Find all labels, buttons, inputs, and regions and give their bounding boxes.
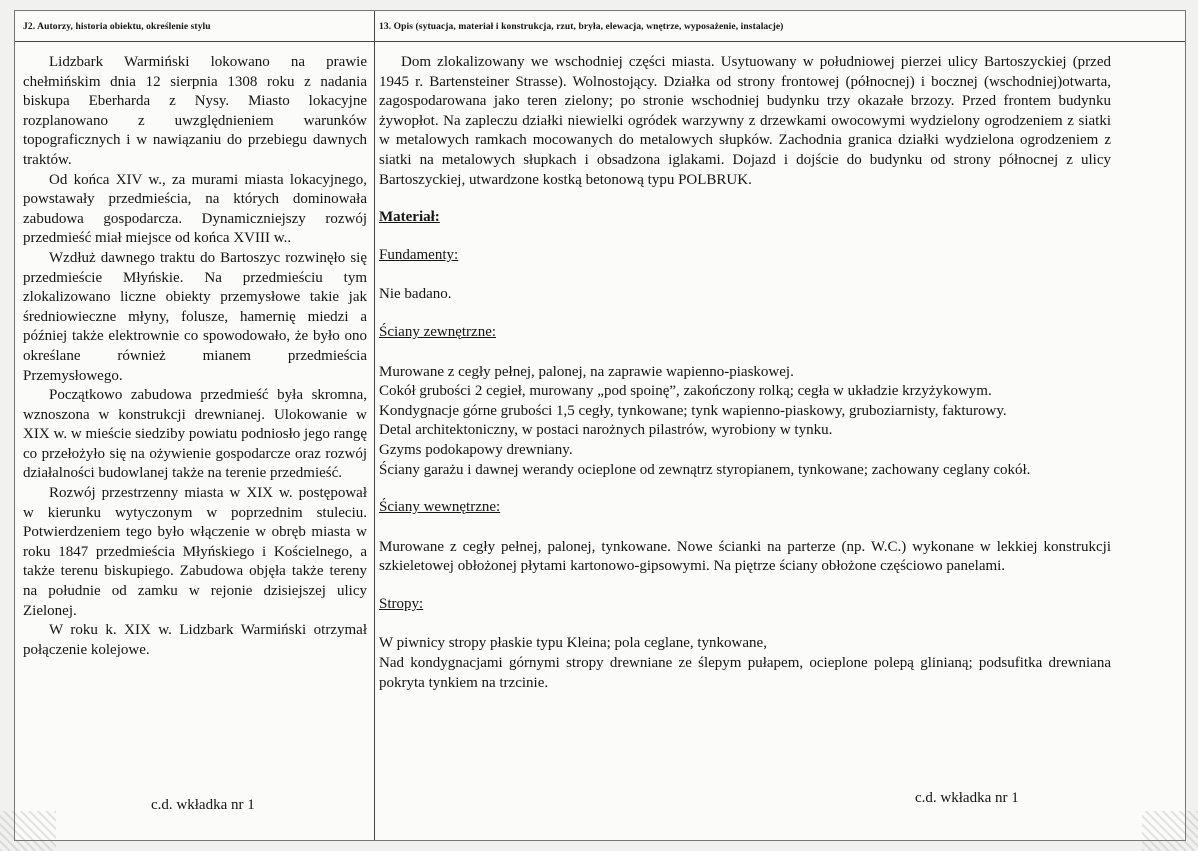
history-paragraph: W roku k. XIX w. Lidzbark Warmiński otrzymał połączenie kolejowe. bbox=[23, 622, 367, 658]
history-paragraph: Początkowo zabudowa przedmieść była skromna, wznoszona w konstrukcji drewnianej. Ulokowanie w XIX w. w mieście siedziby powiatu podniosło jego rangę co przełożyło się na ożywienie gospodarcze oraz rozwój działalności budowlanej także na terenie przedmieść. bbox=[23, 387, 367, 482]
form-sheet bbox=[14, 10, 1186, 841]
left-column-title: J2. Autorzy, historia obiektu, określenie stylu bbox=[23, 22, 211, 32]
scan-watermark-corner bbox=[0, 811, 56, 851]
right-continuation-note: c.d. wkładka nr 1 bbox=[915, 790, 1019, 806]
description-intro: Dom zlokalizowany we wschodniej części miasta. Usytuowany w południowej pierzei ulicy Bartoszyckiej (przed 1945 r. Bartensteiner Strasse). Wolnostojący. Działka od strony frontowej (północnej) i bocznej (wschodniej)otwarta, zagospodarowana jako teren zielony; po stronie wschodniej budynku trzy okazałe brzozy. Przed frontem budynku żywopłot. Na zapleczu działki niewielki ogródek warzywny z drzewkami owocowymi wydzielony ogrodzeniem z siatki w metalowych ramkach mocowanych do metalowych słupków. Zachodnia granica działki wydzielona ogrodzeniem z siatki na metalowych słupkach i obsadzona iglakami. Dojazd i dojście do budynku od strony północnej z ulicy Bartoszyckiej, utwardzone kostką betonową typu POLBRUK. bbox=[379, 54, 1111, 188]
stropy-line: Nad kondygnacjami górnymi stropy drewniane ze ślepym pułapem, ocieplone polepą glinianą; podsufitka drewniana pokryta tynkiem na trzcinie. bbox=[379, 655, 1111, 691]
history-paragraph: Lidzbark Warmiński lokowano na prawie chełmińskim dnia 12 sierpnia 1308 roku z nadania biskupa Eberharda z Nysy. Miasto lokacyjne rozplanowano z uwzględnieniem warunków topograficznych i w nawiązaniu do przebiegu dawnych traktów. bbox=[23, 54, 367, 168]
history-section bbox=[23, 53, 367, 660]
sciany-zewnetrzne-heading: Ściany zewnętrzne: bbox=[379, 323, 497, 340]
stropy-line: W piwnicy stropy płaskie typu Kleina; pola ceglane, tynkowane, bbox=[379, 635, 767, 652]
sciany-zewnetrzne-line: Kondygnacje górne grubości 1,5 cegły, tynkowane; tynk wapienno-piaskowy, gruboziarnisty, fakturowy. bbox=[379, 402, 1007, 419]
sciany-zewnetrzne-line: Murowane z cegły pełnej, palonej, na zaprawie wapienno-piaskowej. bbox=[379, 363, 794, 380]
scan-watermark-corner bbox=[1142, 811, 1198, 851]
material-heading: Materiał: bbox=[379, 209, 440, 226]
history-paragraph: Wzdłuż dawnego traktu do Bartoszyc rozwinęło się przedmieście Młyńskie. Na przedmieściu tym zlokalizowano liczne obiekty przemysłowe takie jak średniowieczne młyny, folusze, hamernię miedzi a później także elektrownie co spowodowało, że było ono określane również mianem przedmieścia Przemysłowego. bbox=[23, 249, 367, 384]
history-paragraph: Rozwój przestrzenny miasta w XIX w. postępował w kierunku wytyczonym w poprzednim stuleciu. Potwierdzeniem tego było włączenie w obręb miasta w roku 1847 przedmieścia Młyńskiego i Kościelnego, a także terenu biskupiego. Zabudowa objęła także tereny na południe od zamku w rejonie dzisiejszej ulicy Zielonej. bbox=[23, 485, 367, 619]
stropy-heading: Stropy: bbox=[379, 595, 424, 612]
fundamenty-text: Nie badano. bbox=[379, 286, 452, 303]
history-paragraph: Od końca XIV w., za murami miasta lokacyjnego, powstawały przedmieścia, na których dominowała zabudowa gospodarcza. Dynamiczniejszy rozwój przedmieść miał miejsce od końca XVIII w.. bbox=[23, 171, 367, 247]
sciany-zewnetrzne-line: Ściany garażu i dawnej werandy ocieplone od zewnątrz styropianem, tynkowane; zachowany ceglany cokół. bbox=[379, 461, 1031, 478]
left-continuation-note: c.d. wkładka nr 1 bbox=[151, 797, 255, 813]
sciany-zewnetrzne-line: Detal architektoniczny, w postaci narożnych pilastrów, wyrobiony w tynku. bbox=[379, 422, 833, 439]
sciany-zewnetrzne-line: Gzyms podokapowy drewniany. bbox=[379, 441, 573, 458]
fundamenty-heading: Fundamenty: bbox=[379, 246, 459, 263]
sciany-wewnetrzne-text: Murowane z cegły pełnej, palonej, tynkowane. Nowe ścianki na parterze (np. W.C.) wykonane w lekkiej konstrukcji szkieletowej obłożonej płytami kartonowo-gipsowymi. Na piętrze ściany obłożone częściowo panelami. bbox=[379, 538, 1111, 575]
header-rule bbox=[15, 41, 1185, 42]
sciany-zewnetrzne-line: Cokół grubości 2 cegieł, murowany „pod spoinę”, zakończony rolką; cegła w układzie krzyżykowym. bbox=[379, 383, 992, 400]
sciany-wewnetrzne-heading: Ściany wewnętrzne: bbox=[379, 499, 501, 516]
right-column-title: 13. Opis (sytuacja, materiał i konstrukcja, rzut, bryła, elewacja, wnętrze, wyposażenie, instalacje) bbox=[379, 22, 784, 32]
description-section bbox=[379, 53, 1111, 693]
column-divider bbox=[374, 11, 375, 840]
